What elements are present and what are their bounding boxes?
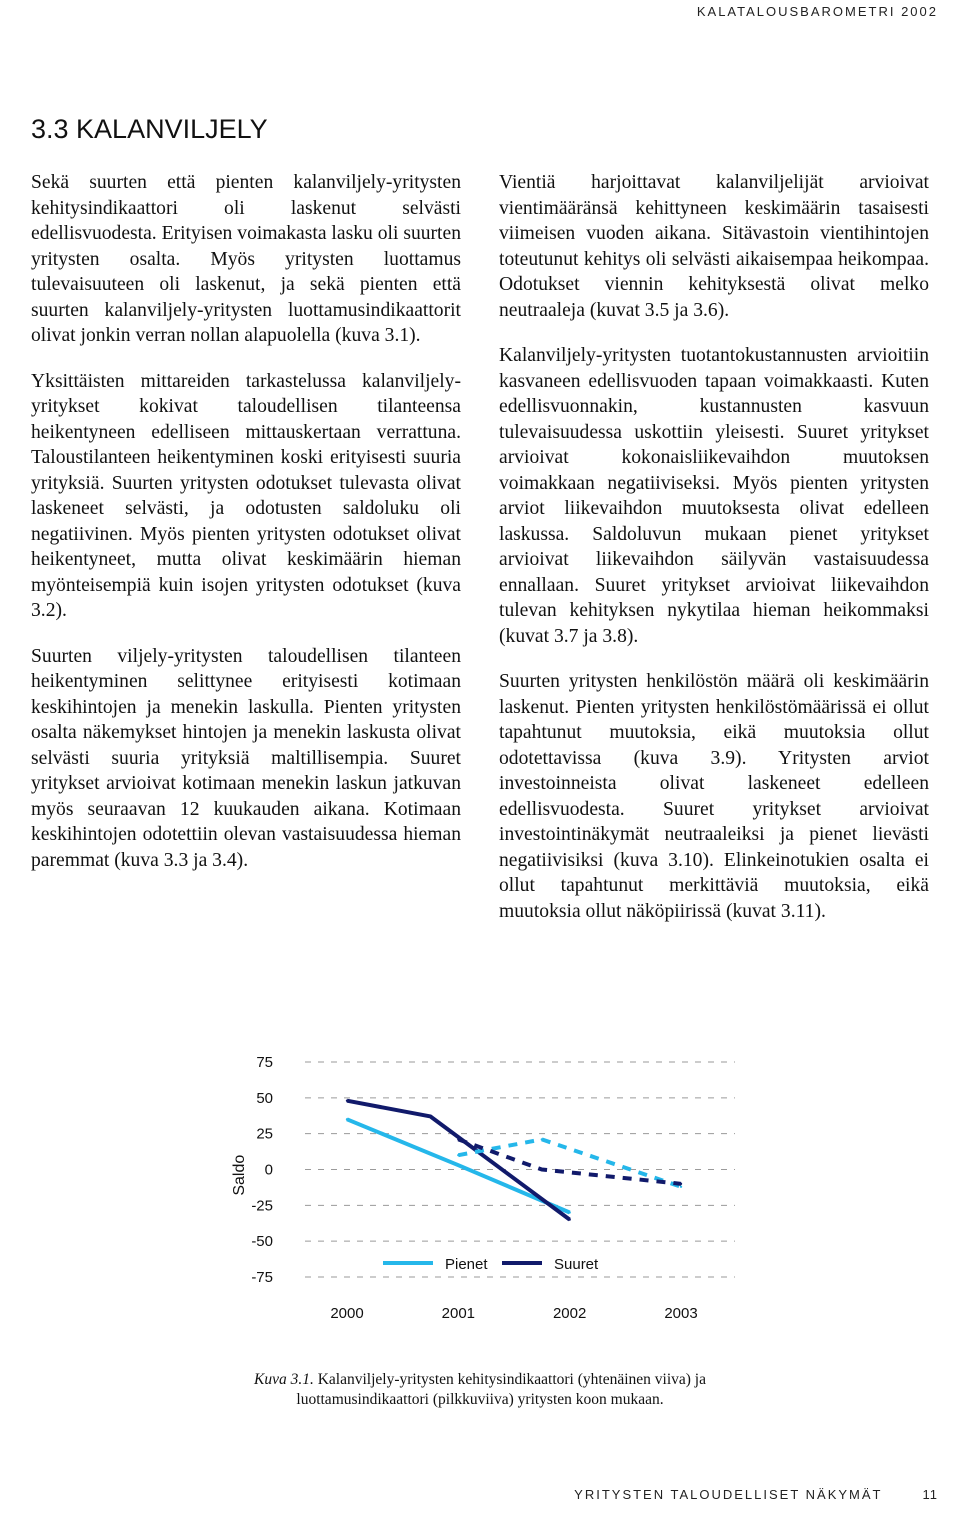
x-tick-label: 2003 xyxy=(664,1305,698,1322)
y-tick-label: 75 xyxy=(256,1054,273,1071)
figure-caption xyxy=(200,1370,760,1410)
data-point-suuret xyxy=(429,1115,431,1117)
x-tick-label: 2002 xyxy=(552,1305,587,1322)
data-point-suuret xyxy=(680,1183,682,1185)
left-paragraph-3: Suurten viljely-yritysten taloudellisen tilanteen heikentyminen selittynee erityisesti kotimaan keskihintojen ja menekin laskulla. Pienten yritysten osalta näkemykset hintojen ja menekin laskusta olivat selvästi suuria yrityksiä maltillisempia. Suuret yritykset arvioivat kotimaan menekin laskun jatkuvan myös seuraavan 12 kuukauden aikana. Kotimaan keskihintojen odotettiin olevan vastaisuudessa hieman paremmat (kuva 3.3 ja 3.4). xyxy=(31,645,461,871)
data-point-pienet xyxy=(457,1164,459,1166)
x-tick-label: 2001 xyxy=(441,1305,476,1322)
right-paragraph-2: Kalanviljely-yritysten tuotantokustannusten arvioitiin kasvaneen edellisvuoden tapaan voimakkaasti. Kuten edellisvuonnakin, kustannusten kasvuun tulevaisuudessa uskottiin yleisesti. Suuret yritykset arvioivat kokonaisliikevaihdon muutoksen voimakkaan negatiiviseksi. Myös pienten yritysten arviot liikevaihdon muutoksesta olivat edelleen laskussa. Saldoluvun mukaan pienet yritykset arvioivat liikevaihdon säilyvän vastaisuudessa ennallaan. Suuret yritykset arvioivat liikevaihdon tulevan kehityksen nykytilaa hieman heikommaksi (kuvat 3.7 ja 3.8). xyxy=(499,345,929,647)
data-point-suuret xyxy=(568,1218,570,1220)
caption-text: Kalanviljely-yritysten kehitysindikaattori (yhtenäinen viiva) ja luottamusindikaattori (pilkkuviiva) yritysten koon mukaan. xyxy=(296,1371,706,1408)
y-tick-label: 0 xyxy=(264,1161,273,1179)
legend-label-suuret: Suuret xyxy=(554,1256,599,1273)
chart-figure xyxy=(200,1040,760,1340)
right-paragraph-1: Vientiä harjoittavat kalanviljelijät arvioivat vientimääränsä kehittyneen keskimäärin tasaisesti viimeisen vuoden aikana. Sitävastoin vientihintojen toteutunut kehitys oli selvästi aikaisempaa heikompaa. Odotukset viennin kehityksestä olivat melko neutraaleja (kuvat 3.5 ja 3.6). xyxy=(499,172,929,321)
footer-title: YRITYSTEN TALOUDELLISET NÄKYMÄT xyxy=(574,1487,883,1502)
series-line-suuret-solid xyxy=(347,1101,570,1220)
data-point-suuret xyxy=(346,1100,348,1102)
data-point-pienet xyxy=(680,1186,682,1188)
data-point-pienet xyxy=(541,1138,543,1140)
running-header: KALATALOUSBAROMETRI 2002 xyxy=(696,4,938,19)
legend-label-pienet: Pienet xyxy=(445,1256,488,1273)
section-title: 3.3 KALANVILJELY xyxy=(31,114,268,144)
x-tick-label: 2000 xyxy=(330,1305,364,1322)
y-tick-label: 50 xyxy=(256,1089,273,1107)
caption-label: Kuva 3.1. xyxy=(254,1371,314,1388)
footer xyxy=(574,1487,938,1502)
line-chart xyxy=(200,1040,760,1340)
data-point-suuret xyxy=(541,1168,543,1170)
page-number: 11 xyxy=(922,1487,938,1502)
y-tick-label: -50 xyxy=(251,1233,273,1251)
data-point-pienet xyxy=(457,1154,459,1156)
left-column xyxy=(31,170,461,893)
y-tick-label: 25 xyxy=(256,1125,273,1143)
y-axis-label: Saldo xyxy=(231,1154,248,1196)
data-point-pienet xyxy=(568,1211,570,1213)
data-point-suuret xyxy=(457,1138,459,1140)
data-point-pienet xyxy=(346,1118,348,1120)
right-paragraph-3: Suurten yritysten henkilöstön määrä oli keskimäärin laskenut. Pienten yritysten henkilöstömäärissä ei ollut tapahtunut muutoksia, eikä muutoksia ollut odotettavissa (kuva 3.9). Yritysten arviot investoinneista olivat laskeneet edelleen edellisvuodesta. Suuret yritykset arvioivat investointinäkymät neutraaleiksi ja pienet lievästi negatiivisiksi (kuva 3.10). Elinkeinotukien osalta ei ollut tapahtunut merkittäviä muutoksia, eikä muutoksia ollut näköpiirissä (kuvat 3.11). xyxy=(499,671,929,922)
right-column xyxy=(499,170,929,944)
left-paragraph-2: Yksittäisten mittareiden tarkastelussa kalanviljely-yritykset kokivat taloudellisen tilanteensa heikentyneen edelliseen mittauskertaan verrattuna. Taloustilanteen heikentyminen koski erityisesti suuria yrityksiä. Suurten yritysten odotukset tulevasta olivat laskeneet selvästi, ja odotusten saldoluku oli negatiivinen. Myös pienten yritysten odotukset olivat heikentyneet, mutta olivat keskimäärin hieman myönteisempiä kuin isojen yritysten odotukset (kuva 3.2). xyxy=(31,370,461,621)
left-paragraph-1: Sekä suurten että pienten kalanviljely-yritysten kehitysindikaattori oli laskenut selvästi edellisvuodesta. Erityisen voimakasta lasku oli suurten yritysten osalta. Myös yritysten luottamus tulevaisuuteen oli laskenut, ja sekä pienten että suurten kalanviljely-yritysten luottamusindikaattorit olivat jonkin verran nollan alapuolella (kuva 3.1). xyxy=(31,172,461,346)
y-tick-label: -75 xyxy=(251,1269,273,1286)
y-tick-label: -25 xyxy=(251,1197,273,1215)
